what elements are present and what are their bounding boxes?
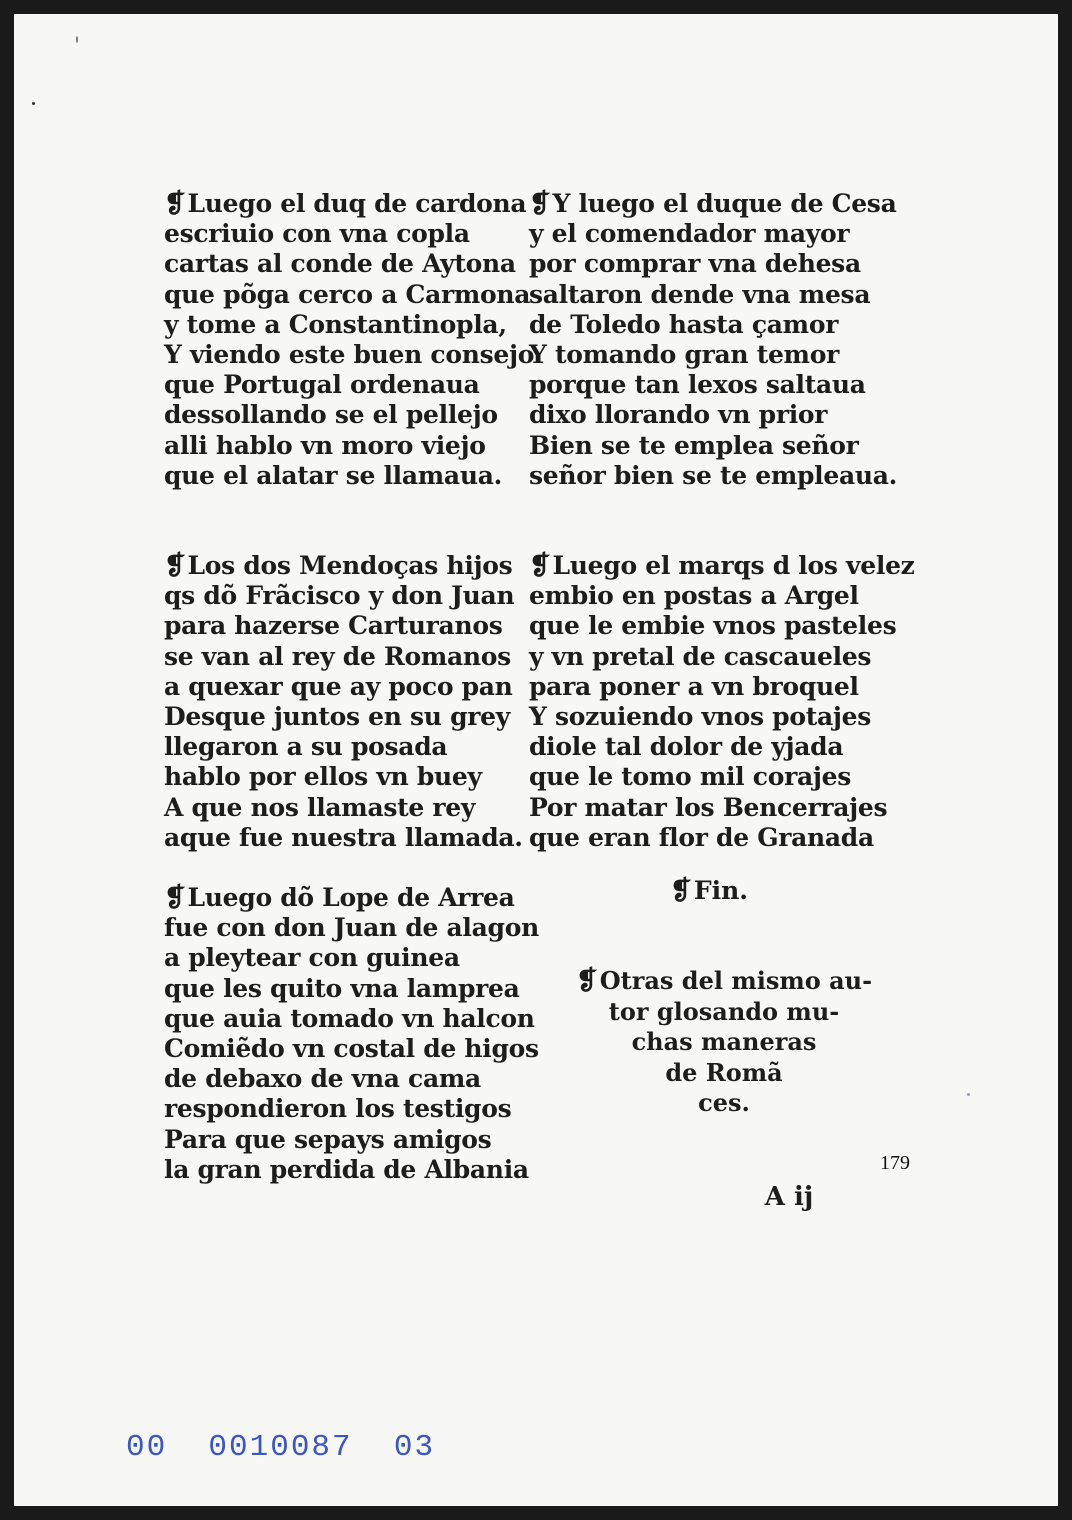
verse-line: y el comendador mayor xyxy=(529,219,850,249)
verse-line: que põga cerco a Carmona xyxy=(164,279,531,309)
verse-line: ❡Luego el marqs d los velez xyxy=(529,551,915,582)
colophon-line: chas maneras xyxy=(631,1027,817,1056)
verse-line: dessollando se el pellejo xyxy=(164,400,498,430)
verse-line: que auia tomado vn halcon xyxy=(164,1003,535,1033)
verse-line: embio en postas a Argel xyxy=(529,581,859,611)
colophon-line: ❡Otras del mismo au- xyxy=(575,966,873,996)
verse-line: ❡Los dos Mendoças hijos xyxy=(164,551,513,582)
verse-line: señor bien se te empleaua. xyxy=(529,460,898,490)
verse-line: Por matar los Bencerrajes xyxy=(529,792,888,822)
stanza xyxy=(529,189,915,491)
verse-line: que le tomo mil corajes xyxy=(529,762,851,792)
verse-line: respondieron los testigos xyxy=(164,1094,512,1124)
verse-line: y tome a Constantinopla, xyxy=(164,309,507,339)
pilcrow-icon: ❡ xyxy=(529,189,551,219)
ink-speck xyxy=(967,1093,970,1096)
verse-line: diole tal dolor de yjada xyxy=(529,732,844,762)
colophon xyxy=(554,966,894,1119)
colophon-line: ces. xyxy=(698,1088,750,1117)
verse-line: ❡Y luego el duque de Cesa xyxy=(529,189,897,219)
verse-line: a pleytear con guinea xyxy=(164,943,460,973)
pilcrow-icon: ❡ xyxy=(670,876,692,906)
stanza xyxy=(164,551,539,853)
verse-line: ❡Luego el duq de cardona xyxy=(164,189,527,219)
pilcrow-icon: ❡ xyxy=(164,551,186,582)
verse-line: a quexar que ay poco pan xyxy=(164,671,513,701)
verse-line: se van al rey de Romanos xyxy=(164,641,511,671)
verse-line: de Toledo hasta çamor xyxy=(529,309,839,339)
verse-line: para hazerse Carturanos xyxy=(164,611,503,641)
fin-heading: ❡Fin. xyxy=(670,876,748,906)
verse-line: cartas al conde de Aytona xyxy=(164,249,516,279)
verse-line: Para que sepays amigos xyxy=(164,1124,492,1154)
ink-speck xyxy=(76,36,78,43)
right-column xyxy=(529,189,915,853)
verse-line: y vn pretal de cascaueles xyxy=(529,641,872,671)
verse-line: porque tan lexos saltaua xyxy=(529,370,866,400)
verse-line: que eran flor de Granada xyxy=(529,822,874,852)
ink-speck xyxy=(32,102,35,105)
document-page xyxy=(14,14,1058,1506)
verse-line: escriuio con vna copla xyxy=(164,219,470,249)
pilcrow-icon: ❡ xyxy=(575,966,598,996)
pilcrow-icon: ❡ xyxy=(164,883,186,914)
verse-line: Desque juntos en su grey xyxy=(164,702,510,732)
verse-line: de debaxo de vna cama xyxy=(164,1064,481,1094)
pilcrow-icon: ❡ xyxy=(164,189,186,219)
colophon-line: tor glosando mu- xyxy=(608,996,840,1026)
stanza xyxy=(164,189,539,491)
verse-line: Comiẽdo vn costal de higos xyxy=(164,1034,539,1064)
verse-line: que el alatar se llamaua. xyxy=(164,460,502,490)
verse-line: Y tomando gran temor xyxy=(529,340,839,370)
colophon-line: de Romã xyxy=(665,1057,783,1087)
verse-line: por comprar vna dehesa xyxy=(529,249,861,279)
verse-line: saltaron dende vna mesa xyxy=(529,279,871,309)
pilcrow-icon: ❡ xyxy=(529,551,551,582)
verse-line: dixo llorando vn prior xyxy=(529,400,828,430)
verse-line: para poner a vn broquel xyxy=(529,671,859,701)
verse-line: alli hablo vn moro viejo xyxy=(164,430,486,460)
page-number: 179 xyxy=(880,1152,910,1174)
verse-line: A que nos llamaste rey xyxy=(164,792,476,822)
archive-stamp: 00 0010087 03 xyxy=(126,1430,436,1465)
verse-line: que Portugal ordenaua xyxy=(164,370,480,400)
verse-line: fue con don Juan de alagon xyxy=(164,913,539,943)
verse-line: Bien se te emplea señor xyxy=(529,430,859,460)
verse-line: aque fue nuestra llamada. xyxy=(164,822,523,852)
stanza xyxy=(529,551,915,853)
verse-line: ❡Luego dõ Lope de Arrea xyxy=(164,883,515,914)
verse-line: qs dõ Frãcisco y don Juan xyxy=(164,581,515,611)
stanza xyxy=(164,883,539,1185)
signature-mark: A ij xyxy=(764,1182,814,1212)
verse-line: la gran perdida de Albania xyxy=(164,1154,529,1184)
left-column xyxy=(164,189,539,1185)
verse-line: Y sozuiendo vnos potajes xyxy=(529,702,871,732)
verse-line: Y viendo este buen consejo xyxy=(164,340,535,370)
verse-line: que les quito vna lamprea xyxy=(164,973,520,1003)
verse-line: hablo por ellos vn buey xyxy=(164,762,482,792)
verse-line: que le embie vnos pasteles xyxy=(529,611,897,641)
verse-line: llegaron a su posada xyxy=(164,732,448,762)
